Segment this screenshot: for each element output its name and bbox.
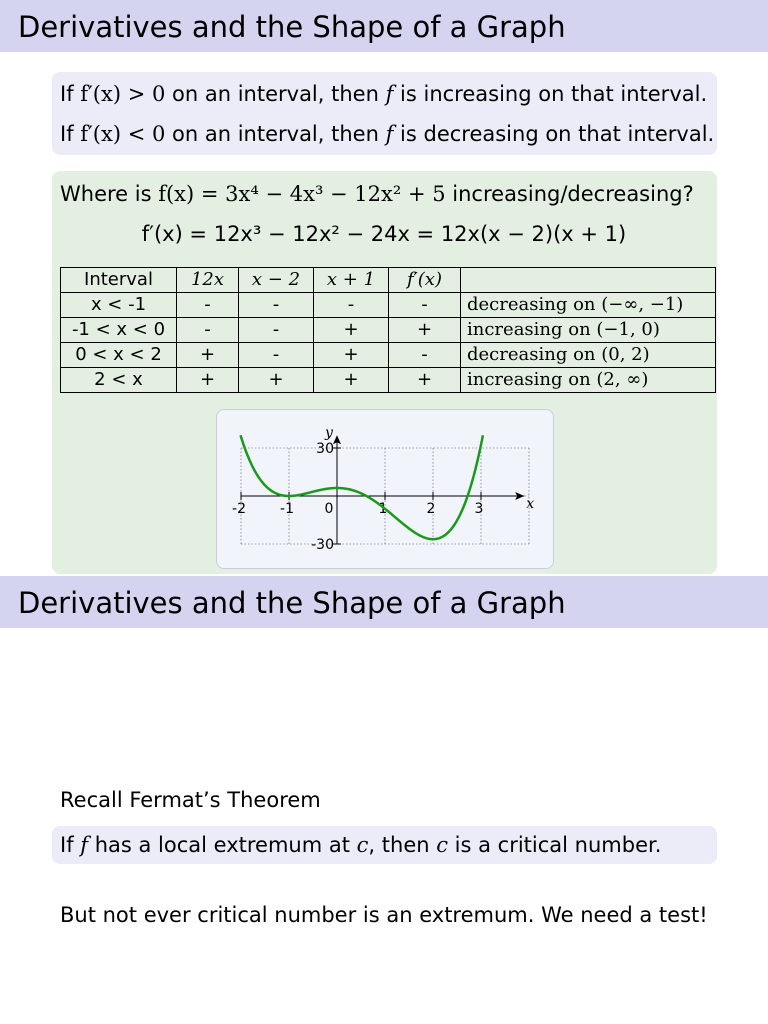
slide-2-title: Derivatives and the Shape of a Graph [18,586,566,620]
table-cell: - [389,343,461,368]
table-cell: - [177,318,239,343]
table-cell: + [177,368,239,393]
example-derivative: f′(x) = 12x³ − 12x² − 24x = 12x(x − 2)(x + 1) [141,222,627,246]
table-cell: 2 < x [61,368,177,393]
table-cell: -1 < x < 0 [61,318,177,343]
table-cell: + [239,368,314,393]
table-cell: - [314,293,389,318]
table-cell: + [314,343,389,368]
x-tick-label: 1 [378,501,388,517]
table-row [61,318,716,343]
x-tick-label: -1 [280,501,294,517]
table-header-cell: 12x [177,268,239,293]
table-conclusion-cell: increasing on (−1, 0) [461,318,716,343]
table-cell: - [389,293,461,318]
fermat-theorem-box [52,826,717,864]
x-axis-label: x [526,496,535,512]
table-header-row [61,268,716,293]
x-tick-label: -2 [232,501,246,517]
slide-1-title: Derivatives and the Shape of a Graph [18,10,566,44]
table-cell: - [239,293,314,318]
table-cell: 0 < x < 2 [61,343,177,368]
table-row [61,343,716,368]
table-cell: + [389,318,461,343]
recall-fermat: Recall Fermat’s Theorem [60,788,321,812]
table-header-cell: x + 1 [314,268,389,293]
monotonicity-rules-box [52,72,717,155]
table-cell: + [314,318,389,343]
x-tick-label: 0 [324,501,334,517]
sign-chart-table [60,267,716,393]
table-cell: - [239,318,314,343]
example-question: Where is f(x) = 3x⁴ − 4x³ − 12x² + 5 increasing/decreasing? [60,182,694,206]
fermat-theorem-text: If f has a local extremum at c, then c is a critical number. [60,833,662,857]
y-tick-label: -30 [311,537,334,553]
y-tick-label: 30 [316,441,334,457]
example-function: f(x) = 3x⁴ − 4x³ − 12x² + 5 [158,182,446,206]
table-cell: - [177,293,239,318]
slide-2-title-bar [0,576,768,628]
rule-increasing-condition: f′(x) > 0 [80,82,166,106]
table-cell: x < -1 [61,293,177,318]
rule-decreasing-condition: f′(x) < 0 [80,122,166,146]
table-conclusion-cell: decreasing on (−∞, −1) [461,293,716,318]
table-cell: - [239,343,314,368]
x-tick-label: 3 [474,501,484,517]
function-graph [217,410,553,568]
table-row [61,293,716,318]
table-conclusion-cell: decreasing on (0, 2) [461,343,716,368]
table-header-cell [461,268,716,293]
x-tick-label: 2 [426,501,436,517]
table-cell: + [177,343,239,368]
table-header-cell: f′(x) [389,268,461,293]
table-cell: + [314,368,389,393]
rule-decreasing: If f′(x) < 0 on an interval, then f is decreasing on that interval. [60,122,715,146]
table-header-cell: x − 2 [239,268,314,293]
function-curve [241,435,483,539]
graph-panel [216,409,554,569]
table-header-cell: Interval [61,268,177,293]
table-conclusion-cell: increasing on (2, ∞) [461,368,716,393]
slide-2 [0,576,768,1024]
critical-number-note: But not ever critical number is an extremum. We need a test! [60,903,708,927]
rule-increasing: If f′(x) > 0 on an interval, then f is increasing on that interval. [60,82,708,106]
y-axis-label: y [325,425,333,442]
slide-1-title-bar [0,0,768,52]
table-cell: + [389,368,461,393]
table-row [61,368,716,393]
